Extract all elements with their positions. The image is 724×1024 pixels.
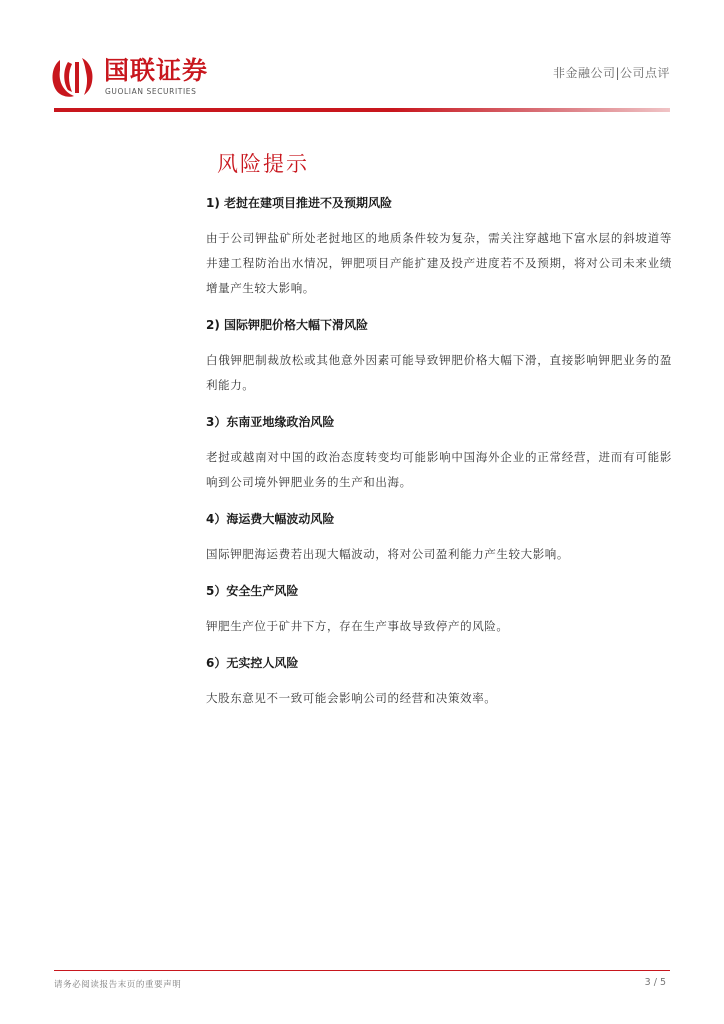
header-divider bbox=[54, 108, 670, 112]
risk-heading: 1) 老挝在建项目推进不及预期风险 bbox=[206, 196, 393, 210]
logo-chinese-name: 国联证券 bbox=[104, 56, 209, 85]
risk-heading: 2) 国际钾肥价格大幅下滑风险 bbox=[206, 318, 369, 332]
risk-description: 白俄钾肥制裁放松或其他意外因素可能导致钾肥价格大幅下滑，直接影响钾肥业务的盈利能力。 bbox=[206, 353, 672, 392]
risk-description: 国际钾肥海运费若出现大幅波动，将对公司盈利能力产生较大影响。 bbox=[206, 547, 569, 561]
logo-english-name: GUOLIAN SECURITIES bbox=[105, 87, 197, 96]
risk-description: 老挝或越南对中国的政治态度转变均可能影响中国海外企业的正常经营，进而有可能影响到公司境外钾肥业务的生产和出海。 bbox=[206, 450, 672, 489]
section-title: 风险提示 bbox=[217, 152, 309, 176]
risk-list bbox=[206, 194, 672, 726]
risk-item bbox=[206, 510, 672, 567]
risk-description: 钾肥生产位于矿井下方，存在生产事故导致停产的风险。 bbox=[206, 619, 509, 633]
risk-heading: 6）无实控人风险 bbox=[206, 656, 299, 670]
page-number: 3 / 5 bbox=[644, 977, 666, 988]
risk-heading: 5）安全生产风险 bbox=[206, 584, 299, 598]
risk-heading: 3）东南亚地缘政治风险 bbox=[206, 415, 335, 429]
risk-item bbox=[206, 582, 672, 639]
risk-description: 大股东意见不一致可能会影响公司的经营和决策效率。 bbox=[206, 691, 497, 705]
risk-heading: 4）海运费大幅波动风险 bbox=[206, 512, 335, 526]
logo-mark-icon bbox=[48, 52, 96, 100]
risk-item bbox=[206, 413, 672, 495]
guolian-logo bbox=[48, 52, 238, 100]
risk-item bbox=[206, 194, 672, 301]
report-category-tag: 非金融公司|公司点评 bbox=[552, 66, 670, 80]
risk-description: 由于公司钾盐矿所处老挝地区的地质条件较为复杂，需关注穿越地下富水层的斜坡道等井建工程防治出水情况，钾肥项目产能扩建及投产进度若不及预期，将对公司未来业绩增量产生较大影响。 bbox=[206, 231, 672, 295]
risk-item bbox=[206, 316, 672, 398]
footer-disclaimer: 请务必阅读报告末页的重要声明 bbox=[54, 980, 182, 990]
footer-divider bbox=[54, 970, 670, 971]
risk-item bbox=[206, 654, 672, 711]
